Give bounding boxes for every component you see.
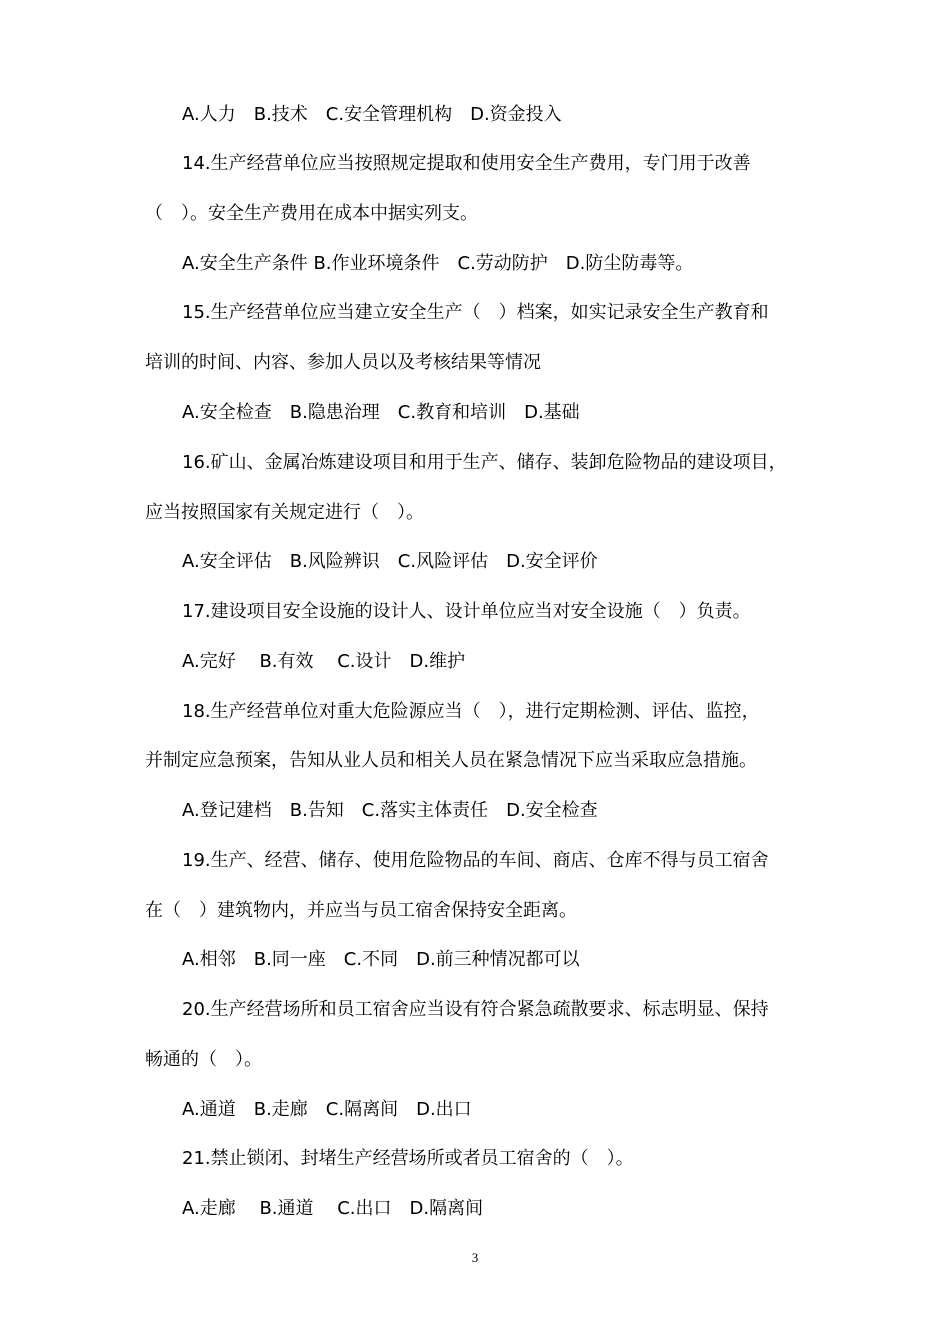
question-19: 19.生产、经营、储存、使用危险物品的车间、商店、仓库不得与员工宿舍 [182, 850, 769, 871]
options-line-17: A.完好 B.有效 C.设计 D.维护 [182, 651, 466, 672]
question-19-cont: 在（ ）建筑物内，并应当与员工宿舍保持安全距离。 [145, 900, 577, 921]
options-line-16: A.安全评估 B.风险辨识 C.风险评估 D.安全评价 [182, 551, 598, 572]
question-16-cont: 应当按照国家有关规定进行（ ）。 [145, 502, 424, 523]
options-line-14: A.安全生产条件 B.作业环境条件 C.劳动防护 D.防尘防毒等。 [182, 253, 694, 274]
options-line-13: A.人力 B.技术 C.安全管理机构 D.资金投入 [182, 104, 562, 125]
question-14: 14.生产经营单位应当按照规定提取和使用安全生产费用，专门用于改善 [182, 153, 751, 174]
question-18-cont: 并制定应急预案，告知从业人员和相关人员在紧急情况下应当采取应急措施。 [145, 750, 757, 771]
question-16: 16.矿山、金属冶炼建设项目和用于生产、储存、装卸危险物品的建设项目， [182, 452, 787, 473]
question-14-cont: （ ）。安全生产费用在成本中据实列支。 [145, 203, 478, 224]
options-line-19: A.相邻 B.同一座 C.不同 D.前三种情况都可以 [182, 949, 580, 970]
question-15-cont: 培训的时间、内容、参加人员以及考核结果等情况 [145, 352, 541, 373]
question-20: 20.生产经营场所和员工宿舍应当设有符合紧急疏散要求、标志明显、保持 [182, 999, 769, 1020]
options-line-15: A.安全检查 B.隐患治理 C.教育和培训 D.基础 [182, 402, 580, 423]
question-21: 21.禁止锁闭、封堵生产经营场所或者员工宿舍的（ ）。 [182, 1148, 634, 1169]
options-line-18: A.登记建档 B.告知 C.落实主体责任 D.安全检查 [182, 800, 598, 821]
question-15: 15.生产经营单位应当建立安全生产（ ）档案，如实记录安全生产教育和 [182, 302, 769, 323]
page-number: 3 [471, 1250, 479, 1265]
question-17: 17.建设项目安全设施的设计人、设计单位应当对安全设施（ ）负责。 [182, 601, 751, 622]
question-18: 18.生产经营单位对重大危险源应当（ ），进行定期检测、评估、监控， [182, 701, 760, 722]
question-20-cont: 畅通的（ ）。 [145, 1049, 262, 1070]
options-line-20: A.通道 B.走廊 C.隔离间 D.出口 [182, 1099, 472, 1120]
options-line-21: A.走廊 B.通道 C.出口 D.隔离间 [182, 1198, 484, 1219]
